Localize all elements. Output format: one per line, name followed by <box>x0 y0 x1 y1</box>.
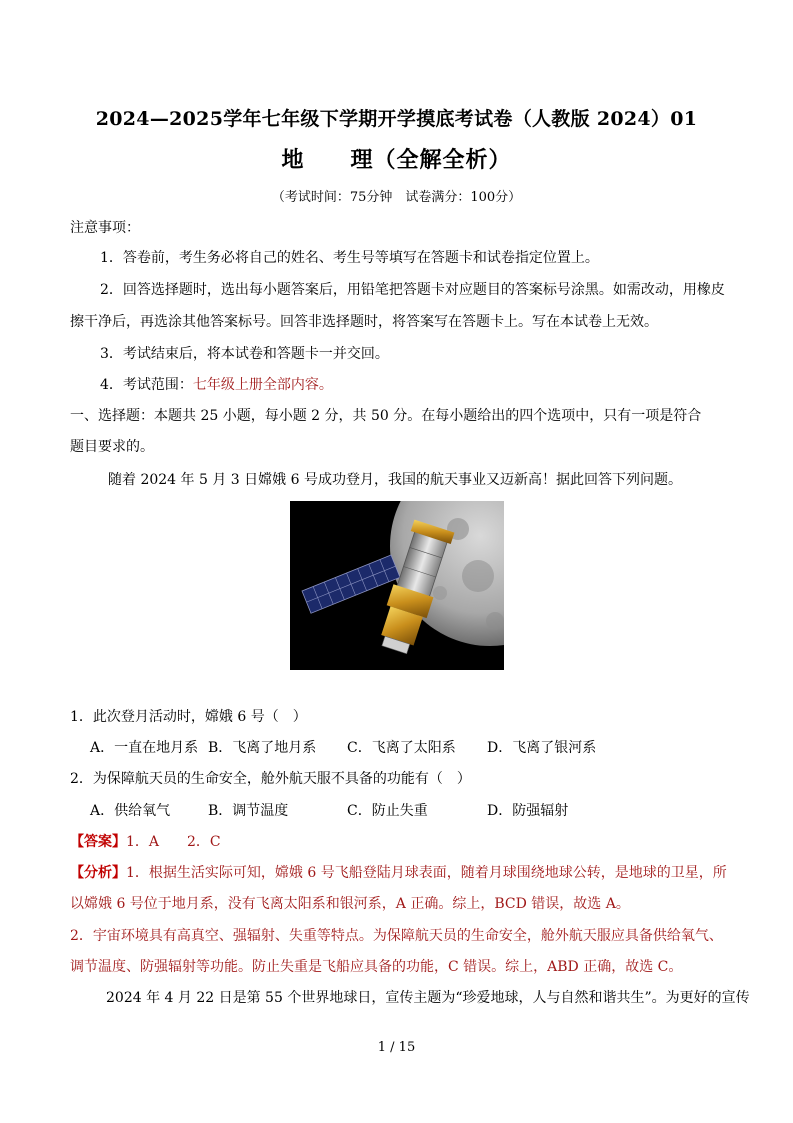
next-question-context: 2024 年 4 月 22 日是第 55 个世界地球日，宣传主题为“珍爱地球，人与自然和谐共生”。为更好的宣传 <box>106 990 750 1006</box>
analysis-line-4: 调节温度、防强辐射等功能。防止失重是飞船应具备的功能，C 错误。综上，ABD 正确，故选 C。 <box>70 959 683 975</box>
notice-heading: 注意事项： <box>70 220 140 236</box>
question-2-stem: 2．为保障航天员的生命安全，舱外航天服不具备的功能有（ ） <box>70 771 471 787</box>
analysis-text-1: 1．根据生活实际可知，嫦娥 6 号飞船登陆月球表面，随着月球围绕地球公转，是地球的卫星，所 <box>126 865 727 881</box>
analysis-label: 【分析】 <box>70 865 126 881</box>
notice-item-1: 1．答卷前，考生务必将自己的姓名、考生号等填写在答题卡和试卷指定位置上。 <box>100 250 599 266</box>
notice-item-4 <box>100 375 333 395</box>
question-1-stem: 1．此次登月活动时，嫦娥 6 号（ ） <box>70 709 307 725</box>
notice-item-4-scope: 七年级上册全部内容。 <box>192 377 333 393</box>
answer-label: 【答案】 <box>70 834 126 850</box>
chang-e-6-image <box>290 501 504 670</box>
notice-item-4-prefix: 4．考试范围： <box>100 377 193 393</box>
exam-info: （考试时间：75分钟 试卷满分：100分） <box>271 190 522 205</box>
analysis-line-1 <box>70 863 727 883</box>
section-heading-cont: 题目要求的。 <box>70 439 154 455</box>
answer-line <box>70 832 221 852</box>
page-number: 1 / 15 <box>377 1040 416 1055</box>
analysis-line-3: 2．宇宙环境具有高真空、强辐射、失重等特点。为保障航天员的生命安全，舱外航天服应具备供给氧气、 <box>70 928 723 944</box>
spacecraft-illustration <box>290 501 504 670</box>
question-1-option-d: D．飞离了银河系 <box>487 740 597 756</box>
notice-item-2: 2．回答选择题时，选出每小题答案后，用铅笔把答题卡对应题目的答案标号涂黑。如需改动，用橡皮 <box>100 282 725 298</box>
answer-text: 1．A 2．C <box>126 834 221 850</box>
question-context: 随着 2024 年 5 月 3 日嫦娥 6 号成功登月，我国的航天事业又迈新高！据此回答下列问题。 <box>108 472 682 488</box>
notice-item-3: 3．考试结束后，将本试卷和答题卡一并交回。 <box>100 346 389 362</box>
subject-subtitle: 地 理（全解全析） <box>281 147 512 173</box>
question-1-option-c: C．飞离了太阳系 <box>347 740 456 756</box>
question-1-option-b: B．飞离了地月系 <box>208 740 317 756</box>
analysis-line-2: 以嫦娥 6 号位于地月系，没有飞离太阳系和银河系，A 正确。综上，BCD 错误，故选 A。 <box>70 896 630 912</box>
notice-item-2-cont: 擦干净后，再选涂其他答案标号。回答非选择题时，将答案写在答题卡上。写在本试卷上无效。 <box>70 314 658 330</box>
question-2-option-b: B．调节温度 <box>208 803 289 819</box>
question-1-option-a: A．一直在地月系 <box>90 740 199 756</box>
page-title: 2024—2025学年七年级下学期开学摸底考试卷（人教版 2024）01 <box>95 108 698 130</box>
question-2-option-d: D．防强辐射 <box>487 803 569 819</box>
section-heading: 一、选择题：本题共 25 小题，每小题 2 分，共 50 分。在每小题给出的四个选项中，只有一项是符合 <box>70 408 702 424</box>
question-2-option-c: C．防止失重 <box>347 803 428 819</box>
question-2-option-a: A．供给氧气 <box>90 803 171 819</box>
